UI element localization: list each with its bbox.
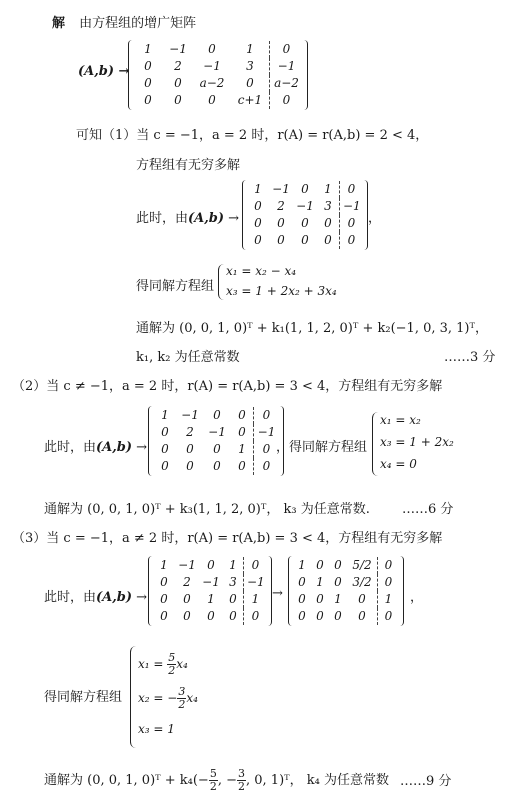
matrix-cell: 0 — [316, 558, 324, 572]
matrix-cell: 1 — [246, 42, 254, 56]
case2-eq1: x₁ = x₂ — [380, 413, 421, 427]
matrix-cell: 3 — [324, 199, 332, 213]
matrix-cell: 0 — [174, 93, 182, 107]
matrix-cell: 0 — [160, 592, 168, 606]
matrix-cell: 0 — [301, 233, 309, 247]
matrix-cell: 1 — [243, 591, 267, 608]
matrix-cell: 0 — [174, 76, 182, 90]
matrix-cell: 0 — [238, 408, 246, 422]
matrix-cell: 0 — [213, 442, 221, 456]
case2-brace — [372, 412, 378, 476]
matrix-cell: 0 — [377, 608, 399, 625]
case1-matrix — [242, 180, 368, 250]
intro-text: 由方程组的增广矩阵 — [79, 16, 197, 31]
matrix-cell: 0 — [339, 232, 363, 249]
matrix-cell: 0 — [238, 425, 246, 439]
matrix-cell: −1 — [339, 198, 363, 215]
case3-brace — [130, 646, 136, 748]
matrix-cell: 1 — [144, 42, 152, 56]
matrix-cell: 0 — [144, 93, 152, 107]
case3-matrix-b — [288, 556, 404, 626]
case3-score: ……9 分 — [400, 774, 452, 789]
matrix-cell: 0 — [243, 608, 267, 625]
case2-system-label: ，得同解方程组 — [276, 440, 368, 455]
case3-comma: ， — [410, 590, 424, 605]
matrix-cell: 3 — [246, 59, 254, 73]
case3-then: 此时，由(A,b) → — [44, 590, 148, 605]
matrix-cell: 0 — [358, 592, 366, 606]
case1-eq1: x₁ = x₂ − x₄ — [226, 264, 297, 278]
matrix-cell: 0 — [160, 575, 168, 589]
case1-system-label: 得同解方程组 — [136, 279, 215, 294]
matrix-cell: 0 — [324, 216, 332, 230]
matrix-cell: 0 — [277, 233, 285, 247]
matrix-cell: 0 — [144, 76, 152, 90]
case1-eq2: x₃ = 1 + 2x₂ + 3x₄ — [226, 284, 337, 298]
matrix-cell: 0 — [208, 93, 216, 107]
matrix-cell: 0 — [254, 199, 262, 213]
aug-label: (A,b) → — [78, 64, 130, 79]
case1-const: k₁, k₂ 为任意常数 — [136, 350, 240, 365]
matrix-cell: c+1 — [237, 93, 263, 107]
matrix-cell: −1 — [202, 575, 220, 589]
solution-header — [52, 12, 196, 31]
matrix-cell: 0 — [161, 459, 169, 473]
matrix-cell: 0 — [238, 459, 246, 473]
matrix-cell: 0 — [334, 575, 342, 589]
matrix-cell: −1 — [178, 558, 196, 572]
matrix-cell: 1 — [324, 182, 332, 196]
matrix-cell: 0 — [253, 441, 279, 458]
matrix-cell: 0 — [358, 609, 366, 623]
case1-general: 通解为 (0, 0, 1, 0)ᵀ + k₁(1, 1, 2, 0)ᵀ + k₂(−1, 0, 3, 1)ᵀ， — [136, 321, 488, 336]
matrix-cell: −1 — [269, 58, 303, 75]
matrix-cell: 0 — [186, 459, 194, 473]
matrix-cell: −1 — [272, 182, 290, 196]
matrix-cell: 0 — [301, 182, 309, 196]
case1-comma: ， — [368, 211, 382, 226]
case3-condition: （3）当 c = −1，a ≠ 2 时，r(A) = r(A,b) = 3 < 4，方程组有无穷多解 — [12, 531, 443, 546]
matrix-cell: 0 — [298, 592, 306, 606]
case3-system-label: 得同解方程组 — [44, 690, 123, 705]
matrix-cell: 0 — [298, 575, 306, 589]
matrix-cell: 1 — [229, 558, 237, 572]
matrix-cell: 1 — [298, 558, 306, 572]
matrix-cell: 0 — [160, 609, 168, 623]
matrix-cell: 0 — [277, 216, 285, 230]
matrix-cell: 0 — [183, 592, 191, 606]
matrix-cell: 0 — [269, 92, 303, 109]
matrix-cell: 0 — [207, 558, 215, 572]
matrix-cell: −1 — [253, 424, 279, 441]
matrix-cell: 1 — [334, 592, 342, 606]
matrix-cell: 1 — [254, 182, 262, 196]
case3-arrow: → — [272, 586, 283, 601]
case2-then: 此时，由(A,b) → — [44, 440, 148, 455]
matrix-cell: −1 — [169, 42, 187, 56]
matrix-cell: 0 — [254, 216, 262, 230]
case1-brace — [218, 264, 224, 300]
matrix-cell: 0 — [334, 609, 342, 623]
matrix-cell: 2 — [174, 59, 182, 73]
case2-score: ……6 分 — [402, 502, 454, 517]
matrix-cell: 1 — [238, 442, 246, 456]
case3-eq2: x₂ = − $\frac{3}{2}$ x₄ — [138, 685, 198, 711]
matrix-cell: 0 — [186, 442, 194, 456]
case1-condition: 可知（1）当 c = −1，a = 2 时，r(A) = r(A,b) = 2 < 4， — [76, 128, 429, 143]
matrix-cell: 2 — [186, 425, 194, 439]
matrix-cell: −1 — [208, 425, 226, 439]
matrix-cell: 0 — [339, 215, 363, 232]
case2-matrix — [148, 406, 284, 476]
case3-matrix-a — [148, 556, 272, 626]
solution-label: 解 — [52, 16, 66, 31]
matrix-cell: 0 — [213, 408, 221, 422]
matrix-cell: 0 — [324, 233, 332, 247]
matrix-cell: −1 — [243, 574, 267, 591]
matrix-cell: −1 — [181, 408, 199, 422]
matrix-cell: 0 — [229, 592, 237, 606]
matrix-cell: 0 — [246, 76, 254, 90]
case1-score: ……3 分 — [444, 350, 496, 365]
matrix-cell: 0 — [339, 181, 363, 198]
matrix-cell: 0 — [161, 425, 169, 439]
case3-general: 通解为 (0, 0, 1, 0)ᵀ + k₄(− $\frac{5}{2}$ , − $\frac{3}{2}$ , 0, 1)ᵀ， k₄ 为任意常数 — [44, 767, 389, 793]
matrix-cell: 0 — [377, 574, 399, 591]
matrix-cell: 0 — [254, 233, 262, 247]
matrix-cell: 1 — [316, 575, 324, 589]
matrix-cell: a−2 — [269, 75, 303, 92]
matrix-cell: 0 — [269, 41, 303, 58]
matrix-cell: 3/2 — [352, 575, 372, 589]
matrix-cell: 0 — [253, 458, 279, 475]
matrix-cell: 1 — [207, 592, 215, 606]
case1-infinite: 方程组有无穷多解 — [136, 158, 241, 173]
case2-condition: （2）当 c ≠ −1，a = 2 时，r(A) = r(A,b) = 3 < 4，方程组有无穷多解 — [12, 379, 443, 394]
matrix-cell: 2 — [277, 199, 285, 213]
matrix-cell: 5/2 — [352, 558, 372, 572]
matrix-cell: 0 — [161, 442, 169, 456]
matrix-cell: 0 — [144, 59, 152, 73]
case3-eq1: x₁ = $\frac{5}{2}$ x₄ — [138, 651, 188, 677]
case3-eq3: x₃ = 1 — [138, 722, 175, 736]
matrix-cell: −1 — [296, 199, 314, 213]
matrix-cell: 0 — [207, 609, 215, 623]
matrix-cell: 1 — [161, 408, 169, 422]
matrix-cell: 0 — [298, 609, 306, 623]
matrix-cell: 1 — [377, 591, 399, 608]
matrix-cell: 0 — [213, 459, 221, 473]
matrix-cell: 2 — [183, 575, 191, 589]
matrix-cell: 0 — [301, 216, 309, 230]
case2-general: 通解为 (0, 0, 1, 0)ᵀ + k₃(1, 1, 2, 0)ᵀ， k₃ 为任意常数. — [44, 502, 370, 517]
matrix-cell: 0 — [229, 609, 237, 623]
matrix-cell: a−2 — [199, 76, 225, 90]
matrix-cell: 1 — [160, 558, 168, 572]
matrix-cell: −1 — [203, 59, 221, 73]
matrix-cell: 0 — [316, 592, 324, 606]
matrix-cell: 0 — [334, 558, 342, 572]
matrix-cell: 0 — [377, 557, 399, 574]
case1-then: 此时，由(A,b) → — [136, 211, 240, 226]
matrix-cell: 0 — [316, 609, 324, 623]
augmented-matrix — [128, 40, 308, 110]
matrix-cell: 0 — [253, 407, 279, 424]
matrix-cell: 0 — [243, 557, 267, 574]
matrix-cell: 0 — [208, 42, 216, 56]
matrix-cell: 0 — [183, 609, 191, 623]
matrix-cell: 3 — [229, 575, 237, 589]
case2-eq3: x₄ = 0 — [380, 457, 417, 471]
case2-eq2: x₃ = 1 + 2x₂ — [380, 435, 454, 449]
